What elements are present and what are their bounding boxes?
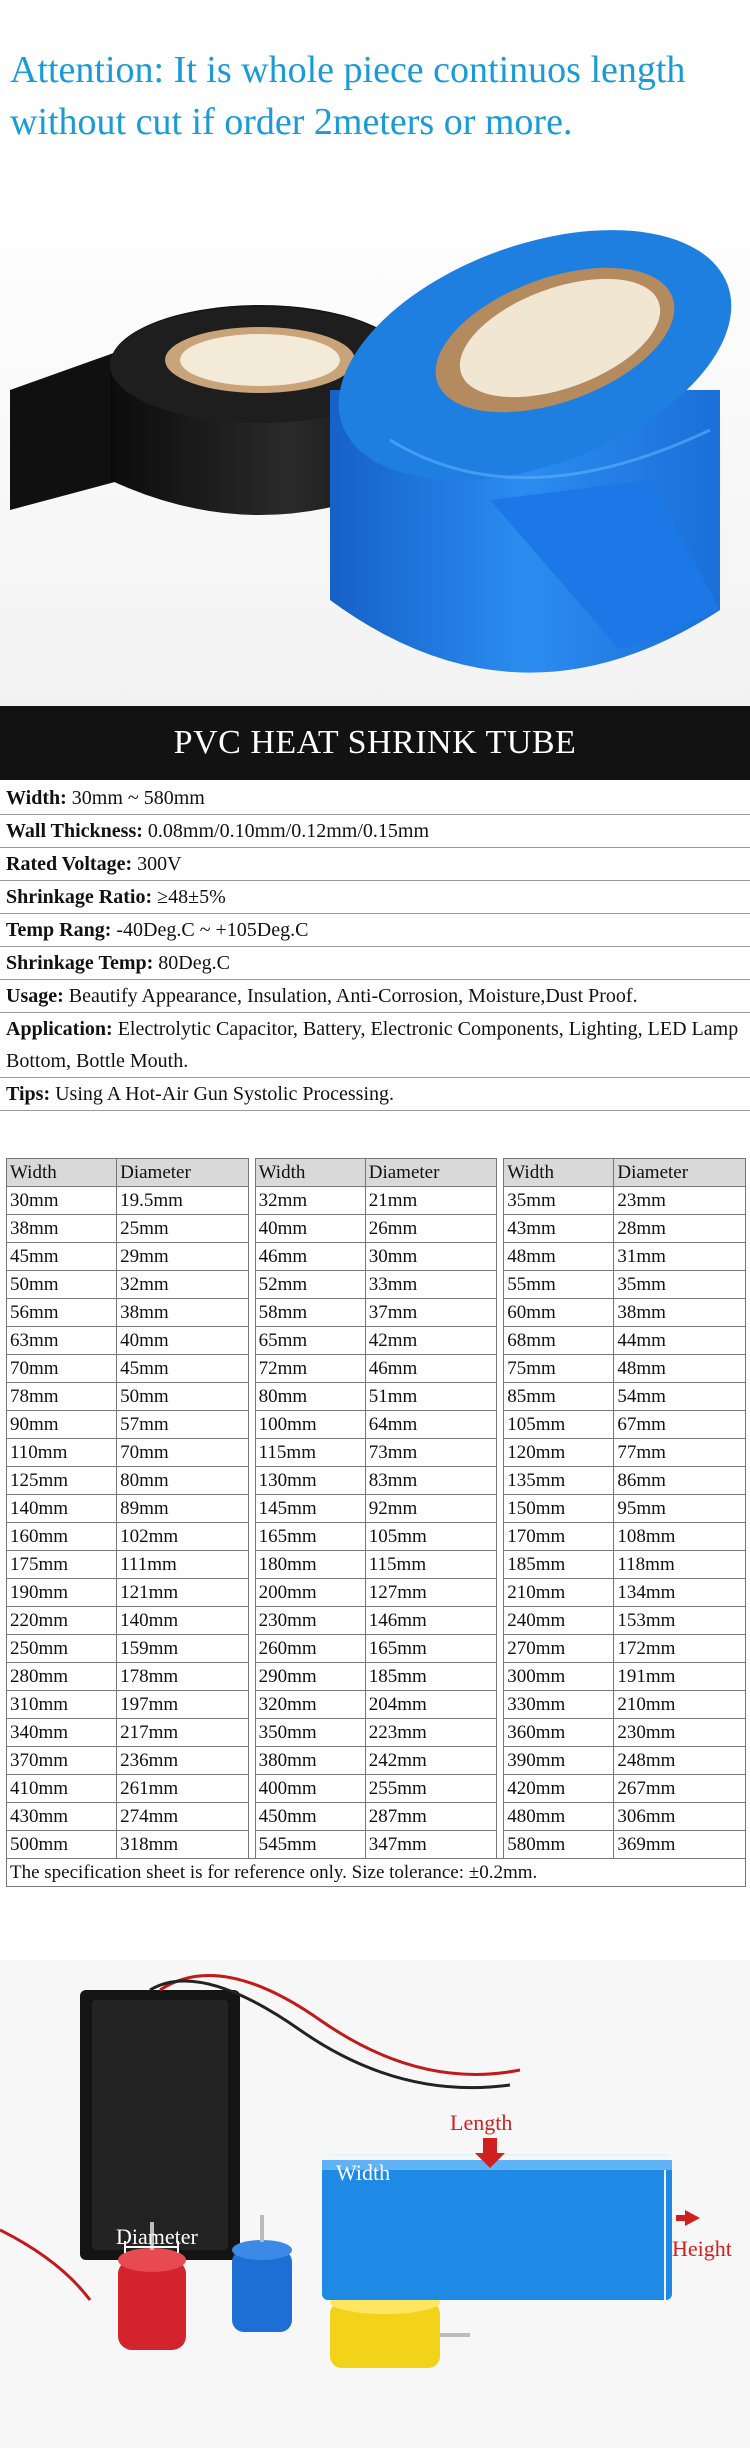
table-row [7, 1831, 746, 1859]
header-diameter: Diameter [365, 1159, 497, 1187]
cell-diameter: 230mm [614, 1719, 746, 1747]
cell-width: 580mm [504, 1831, 614, 1859]
cell-width: 350mm [255, 1719, 365, 1747]
table-row [7, 1747, 746, 1775]
cell-diameter: 54mm [614, 1383, 746, 1411]
cell-width: 68mm [504, 1327, 614, 1355]
cell-diameter: 191mm [614, 1663, 746, 1691]
cell-diameter: 236mm [117, 1747, 249, 1775]
table-row [7, 1271, 746, 1299]
cell-width: 360mm [504, 1719, 614, 1747]
cell-width: 40mm [255, 1215, 365, 1243]
table-row [7, 1523, 746, 1551]
cell-diameter: 45mm [117, 1355, 249, 1383]
cell-diameter: 92mm [365, 1495, 497, 1523]
header-width: Width [7, 1159, 117, 1187]
cell-diameter: 165mm [365, 1635, 497, 1663]
spec-rated-voltage: Rated Voltage: 300V [0, 848, 750, 881]
cell-width: 78mm [7, 1383, 117, 1411]
cell-width: 105mm [504, 1411, 614, 1439]
cell-width: 300mm [504, 1663, 614, 1691]
cell-width: 145mm [255, 1495, 365, 1523]
cell-width: 48mm [504, 1243, 614, 1271]
spec-wall-thickness: Wall Thickness: 0.08mm/0.10mm/0.12mm/0.15mm [0, 815, 750, 848]
cell-diameter: 80mm [117, 1467, 249, 1495]
cell-diameter: 35mm [614, 1271, 746, 1299]
cell-width: 280mm [7, 1663, 117, 1691]
spec-width: Width: 30mm ~ 580mm [0, 782, 750, 815]
cell-width: 480mm [504, 1803, 614, 1831]
table-row [7, 1719, 746, 1747]
cell-width: 30mm [7, 1187, 117, 1215]
attention-notice: Attention: It is whole piece continuos length without cut if order 2meters or more. [10, 49, 686, 143]
cell-width: 545mm [255, 1831, 365, 1859]
cell-diameter: 242mm [365, 1747, 497, 1775]
size-table [6, 1158, 746, 1887]
cell-diameter: 48mm [614, 1355, 746, 1383]
cell-width: 46mm [255, 1243, 365, 1271]
cell-diameter: 102mm [117, 1523, 249, 1551]
cell-diameter: 274mm [117, 1803, 249, 1831]
table-row [7, 1607, 746, 1635]
cell-diameter: 306mm [614, 1803, 746, 1831]
cell-width: 240mm [504, 1607, 614, 1635]
cell-diameter: 153mm [614, 1607, 746, 1635]
spec-tips: Tips: Using A Hot-Air Gun Systolic Processing. [0, 1078, 750, 1111]
table-row [7, 1579, 746, 1607]
cell-width: 32mm [255, 1187, 365, 1215]
cell-width: 90mm [7, 1411, 117, 1439]
table-header-row [7, 1159, 746, 1187]
cell-diameter: 210mm [614, 1691, 746, 1719]
cell-width: 63mm [7, 1327, 117, 1355]
table-row [7, 1243, 746, 1271]
cell-width: 125mm [7, 1467, 117, 1495]
cell-width: 390mm [504, 1747, 614, 1775]
cell-width: 210mm [504, 1579, 614, 1607]
cell-diameter: 108mm [614, 1523, 746, 1551]
cell-width: 190mm [7, 1579, 117, 1607]
cell-diameter: 95mm [614, 1495, 746, 1523]
cell-diameter: 261mm [117, 1775, 249, 1803]
table-row [7, 1467, 746, 1495]
cell-width: 35mm [504, 1187, 614, 1215]
header-width: Width [255, 1159, 365, 1187]
table-row [7, 1187, 746, 1215]
cell-width: 320mm [255, 1691, 365, 1719]
table-row [7, 1383, 746, 1411]
cell-width: 110mm [7, 1439, 117, 1467]
cell-diameter: 172mm [614, 1635, 746, 1663]
cell-diameter: 115mm [365, 1551, 497, 1579]
cell-width: 43mm [504, 1215, 614, 1243]
length-label: Length [450, 2110, 513, 2135]
header-diameter: Diameter [117, 1159, 249, 1187]
cell-diameter: 223mm [365, 1719, 497, 1747]
cell-diameter: 105mm [365, 1523, 497, 1551]
cell-diameter: 50mm [117, 1383, 249, 1411]
cell-diameter: 347mm [365, 1831, 497, 1859]
cell-width: 500mm [7, 1831, 117, 1859]
cell-diameter: 146mm [365, 1607, 497, 1635]
tolerance-note: The specification sheet is for reference only. Size tolerance: ±0.2mm. [7, 1859, 746, 1887]
cell-width: 80mm [255, 1383, 365, 1411]
cell-diameter: 255mm [365, 1775, 497, 1803]
cell-diameter: 29mm [117, 1243, 249, 1271]
cell-diameter: 318mm [117, 1831, 249, 1859]
cell-width: 150mm [504, 1495, 614, 1523]
cell-width: 38mm [7, 1215, 117, 1243]
header-width: Width [504, 1159, 614, 1187]
header-diameter: Diameter [614, 1159, 746, 1187]
height-label: Height [672, 2236, 732, 2261]
cell-diameter: 287mm [365, 1803, 497, 1831]
cell-diameter: 32mm [117, 1271, 249, 1299]
cell-width: 170mm [504, 1523, 614, 1551]
cell-diameter: 89mm [117, 1495, 249, 1523]
cell-width: 185mm [504, 1551, 614, 1579]
cell-width: 340mm [7, 1719, 117, 1747]
cell-diameter: 118mm [614, 1551, 746, 1579]
table-row [7, 1411, 746, 1439]
cell-width: 410mm [7, 1775, 117, 1803]
cell-diameter: 38mm [614, 1299, 746, 1327]
table-row [7, 1663, 746, 1691]
cell-diameter: 21mm [365, 1187, 497, 1215]
page-title: PVC HEAT SHRINK TUBE [0, 706, 750, 780]
cell-width: 230mm [255, 1607, 365, 1635]
cell-diameter: 28mm [614, 1215, 746, 1243]
table-row [7, 1775, 746, 1803]
cell-width: 130mm [255, 1467, 365, 1495]
table-row [7, 1439, 746, 1467]
table-row [7, 1355, 746, 1383]
cell-diameter: 83mm [365, 1467, 497, 1495]
cell-width: 160mm [7, 1523, 117, 1551]
size-table-container [6, 1158, 746, 1887]
cell-diameter: 121mm [117, 1579, 249, 1607]
cell-width: 290mm [255, 1663, 365, 1691]
spec-list [0, 782, 750, 1111]
cell-diameter: 19.5mm [117, 1187, 249, 1215]
cell-width: 100mm [255, 1411, 365, 1439]
cell-width: 56mm [7, 1299, 117, 1327]
diameter-label: Diameter [116, 2224, 198, 2249]
table-row [7, 1495, 746, 1523]
cell-diameter: 37mm [365, 1299, 497, 1327]
cell-width: 65mm [255, 1327, 365, 1355]
cell-width: 310mm [7, 1691, 117, 1719]
cell-diameter: 73mm [365, 1439, 497, 1467]
cell-diameter: 64mm [365, 1411, 497, 1439]
cell-diameter: 77mm [614, 1439, 746, 1467]
cell-diameter: 42mm [365, 1327, 497, 1355]
cell-width: 50mm [7, 1271, 117, 1299]
cell-diameter: 26mm [365, 1215, 497, 1243]
cell-width: 175mm [7, 1551, 117, 1579]
cell-width: 85mm [504, 1383, 614, 1411]
cell-width: 70mm [7, 1355, 117, 1383]
cell-diameter: 46mm [365, 1355, 497, 1383]
cell-width: 58mm [255, 1299, 365, 1327]
cell-width: 330mm [504, 1691, 614, 1719]
cell-diameter: 25mm [117, 1215, 249, 1243]
cell-width: 135mm [504, 1467, 614, 1495]
cell-diameter: 33mm [365, 1271, 497, 1299]
table-row [7, 1215, 746, 1243]
cell-width: 200mm [255, 1579, 365, 1607]
table-row [7, 1299, 746, 1327]
cell-width: 370mm [7, 1747, 117, 1775]
cell-width: 120mm [504, 1439, 614, 1467]
cell-diameter: 185mm [365, 1663, 497, 1691]
cell-diameter: 369mm [614, 1831, 746, 1859]
product-rolls-image [0, 180, 750, 720]
cell-diameter: 127mm [365, 1579, 497, 1607]
spec-usage: Usage: Beautify Appearance, Insulation, Anti-Corrosion, Moisture,Dust Proof. [0, 980, 750, 1013]
spec-shrinkage-ratio: Shrinkage Ratio: ≥48±5% [0, 881, 750, 914]
cell-diameter: 51mm [365, 1383, 497, 1411]
cell-diameter: 70mm [117, 1439, 249, 1467]
cell-diameter: 38mm [117, 1299, 249, 1327]
cell-width: 180mm [255, 1551, 365, 1579]
cell-diameter: 134mm [614, 1579, 746, 1607]
cell-diameter: 67mm [614, 1411, 746, 1439]
cell-diameter: 204mm [365, 1691, 497, 1719]
cell-width: 165mm [255, 1523, 365, 1551]
cell-width: 380mm [255, 1747, 365, 1775]
cell-diameter: 44mm [614, 1327, 746, 1355]
cell-width: 75mm [504, 1355, 614, 1383]
cell-width: 52mm [255, 1271, 365, 1299]
cell-diameter: 40mm [117, 1327, 249, 1355]
cell-width: 140mm [7, 1495, 117, 1523]
cell-diameter: 86mm [614, 1467, 746, 1495]
cell-diameter: 57mm [117, 1411, 249, 1439]
cell-diameter: 267mm [614, 1775, 746, 1803]
cell-width: 260mm [255, 1635, 365, 1663]
table-row [7, 1551, 746, 1579]
cell-width: 250mm [7, 1635, 117, 1663]
table-row [7, 1691, 746, 1719]
cell-width: 72mm [255, 1355, 365, 1383]
table-row [7, 1635, 746, 1663]
cell-width: 270mm [504, 1635, 614, 1663]
cell-width: 220mm [7, 1607, 117, 1635]
cell-width: 420mm [504, 1775, 614, 1803]
cell-diameter: 217mm [117, 1719, 249, 1747]
cell-width: 55mm [504, 1271, 614, 1299]
cell-width: 400mm [255, 1775, 365, 1803]
cell-width: 45mm [7, 1243, 117, 1271]
cell-diameter: 178mm [117, 1663, 249, 1691]
cell-diameter: 30mm [365, 1243, 497, 1271]
cell-width: 450mm [255, 1803, 365, 1831]
cell-diameter: 111mm [117, 1551, 249, 1579]
spec-shrinkage-temp: Shrinkage Temp: 80Deg.C [0, 947, 750, 980]
cell-diameter: 248mm [614, 1747, 746, 1775]
cell-diameter: 23mm [614, 1187, 746, 1215]
cell-width: 115mm [255, 1439, 365, 1467]
cell-diameter: 140mm [117, 1607, 249, 1635]
spec-temp-range: Temp Rang: -40Deg.C ~ +105Deg.C [0, 914, 750, 947]
cell-width: 60mm [504, 1299, 614, 1327]
cell-width: 430mm [7, 1803, 117, 1831]
cell-diameter: 159mm [117, 1635, 249, 1663]
table-row [7, 1803, 746, 1831]
spec-application: Application: Electrolytic Capacitor, Battery, Electronic Components, Lighting, LED Lamp Bottom, Bottle Mouth. [0, 1013, 750, 1078]
cell-diameter: 197mm [117, 1691, 249, 1719]
table-row [7, 1327, 746, 1355]
width-label: Width [336, 2160, 391, 2185]
cell-diameter: 31mm [614, 1243, 746, 1271]
usage-demo-image [0, 1960, 750, 2448]
